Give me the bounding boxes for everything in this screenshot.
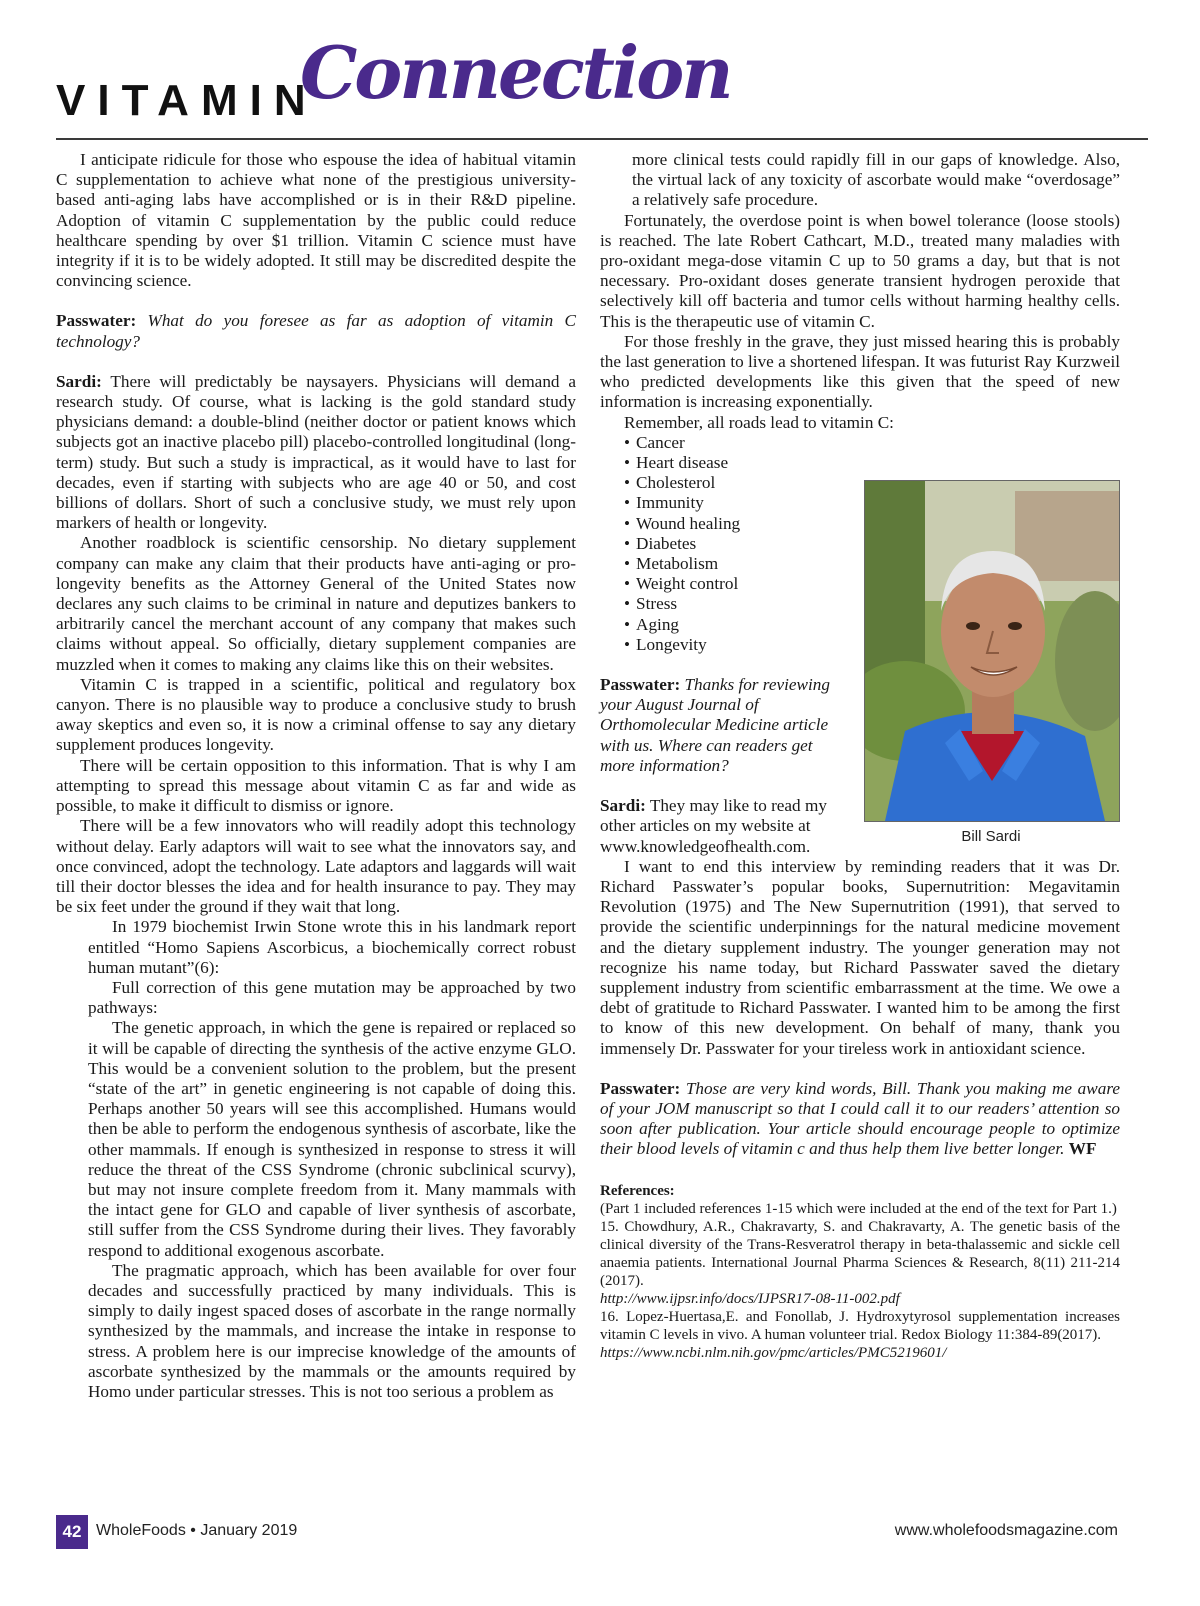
paragraph: Fortunately, the overdose point is when bowel tolerance (loose stools) is reached. The late Robert Cathcart, M.D., treated many maladies with pro-oxidant mega-dose vitamin C up to 50 grams a day, but that is not necessary. Pro-oxidant doses generate transient hydrogen peroxide that selectively kill off bacteria and tumor cells without harming healthy cells. This is the therapeutic use of vitamin C. — [600, 210, 1120, 331]
paragraph: I want to end this interview by reminding readers that it was Dr. Richard Passwater’s popular books, Supernutrition: Megavitamin Revolution (1975) and The New Supernutrition (1991), that served to provide the scientific underpinnings for the natural medicine movement and the dietary supplement industry. The younger generation may not recognize his name today, but Richard Passwater saved the dietary supplement industry from scientific embarrassment at the time. We owe a debt of gratitude to Richard Passwater. I wanted him to be among the first to know of this new development. On behalf of many, thank you immensely Dr. Passwater for your tireless work in antioxidant science. — [600, 856, 1120, 1058]
paragraph: Remember, all roads lead to vitamin C: — [624, 412, 894, 432]
list-item: • Weight control — [624, 574, 1120, 594]
reference-link[interactable]: https://www.ncbi.nlm.nih.gov/pmc/articles/PMC5219601/ — [600, 1344, 947, 1361]
paragraph: Another roadblock is scientific censorship. No dietary supplement company can make any claim that their products have anti-aging or pro-longevity benefits as the Attorney General of the United States now declares any such claims to be criminal in nature and deputizes bankers to arbitrarily cancel the merchant account of any company that makes such claims without appeal. So officially, dietary supplement companies are muzzled when it comes to making any claims like this on their websites. — [56, 533, 576, 674]
website-url[interactable]: www.wholefoodsmagazine.com — [894, 1522, 1118, 1539]
list-item: • Stress — [624, 594, 1120, 614]
references — [600, 1182, 1120, 1362]
magazine-issue: WholeFoods • January 2019 — [96, 1522, 298, 1539]
block-quote — [56, 917, 576, 1402]
list-item: • Immunity — [624, 493, 1120, 513]
reference-entry: 16. Lopez-Huertasa,E. and Fonollab, J. Hydroxytyrosol supplementation increases vitamin C levels in vivo. A human volunteer trial. Redox Biology 11:384-89(2017). — [600, 1308, 1120, 1343]
quote-paragraph: In 1979 biochemist Irwin Stone wrote this in his landmark report entitled “Homo Sapiens Ascorbicus, a biochemically correct robust human mutant”(6): — [88, 917, 576, 977]
references-heading: References: — [600, 1182, 675, 1199]
paragraph: I anticipate ridicule for those who espouse the idea of habitual vitamin C supplementation to achieve what none of the prestigious university-based anti-aging labs have accomplished or is in their R&D pipeline. Adoption of vitamin C supplementation by the public could reduce healthcare spending by over $1 trillion. Vitamin C science must have integrity if it is to be widely adopted. It still may be discredited despite the convincing science. — [56, 150, 576, 291]
paragraph: There will be a few innovators who will readily adopt this technology without delay. Early adaptors will wait to see what the innovators say, and once convinced, adopt the technology. Late adaptors and laggards will wait till their doctor blesses the idea and for health insurance to pay. They may be six feet under the ground if they wait that long. — [56, 816, 576, 917]
header-rule — [56, 138, 1148, 140]
portrait-illustration — [865, 481, 1119, 821]
paragraph: Vitamin C is trapped in a scientific, political and regulatory box canyon. There is no plausible way to produce a conclusive study to brush away skeptics and even so, it is now a criminal offense to say any dietary supplement produces longevity. — [56, 674, 576, 755]
question-text: Thanks for reviewing your August Journal of Orthomolecular Medicine article with us. Where can readers get more information? — [600, 675, 830, 775]
quote-continuation: more clinical tests could rapidly fill in our gaps of knowledge. Also, the virtual lack of any toxicity of ascorbate would make “overdosage” a relatively safe procedure. — [632, 150, 1120, 210]
list-item: • Wound healing — [624, 514, 1120, 534]
quote-paragraph: The genetic approach, in which the gene is repaired or replaced so it will be capable of directing the synthesis of the active enzyme GLO. This would be a convenient solution to the problem, but the present “state of the art” in genetic engineering is not capable of doing this. Perhaps another 50 years will see this accomplished. Humans would then be able to perform the endogenous synthesis of ascorbate, like the other mammals. If enough is synthesized in response to stress it will reduce the threat of the CSS Syndrome (chronic subclinical scurvy), but may not insure complete freedom from it. Many mammals with the intact gene for GLO and capable of liver synthesis of ascorbate, still suffer from the CSS Syndrome during their lives. They favorably respond to additional exogenous ascorbate. — [88, 1018, 576, 1260]
reference-entry: 15. Chowdhury, A.R., Chakravarty, S. and Chakravarty, A. The genetic basis of the clinical diversity of the Trans-Resveratrol therapy in beta-thalassemic and sickle cell anaemia patients. International Journal Pharma Sciences & Research, 8(11) 211-214 (2017). — [600, 1218, 1120, 1289]
list-item: • Longevity — [624, 635, 1120, 655]
author-photo — [864, 480, 1120, 822]
section-title-script: Connection — [300, 30, 731, 115]
left-column — [56, 150, 576, 1402]
answer-text: There will predictably be naysayers. Physicians will demand a research study. Of course, what is lacking is the gold standard study physicians demand: a double-blind (neither doctor or patient knows which subjects got an inactive placebo pill) placebo-controlled longitudinal (long-term) study. But such a study is impractical, as it would have to last for decades, even if starting with subjects who are age 40 or 50, and cost billions of dollars. Short of such a conclusive study, we must rely upon markers of health or longevity. — [56, 371, 576, 533]
list-item: • Cancer — [624, 433, 1120, 453]
paragraph: There will be certain opposition to this information. That is why I am attempting to spread this message about vitamin C as far and wide as possible, to make it difficult to dismiss or ignore. — [56, 755, 576, 816]
photo-caption: Bill Sardi — [961, 828, 1021, 845]
end-mark: WF — [1068, 1139, 1097, 1159]
answer-text: They may like to read my other articles on my website at www.knowledgeofhealth.com. — [600, 796, 827, 856]
speaker-label: Passwater: — [600, 1078, 681, 1098]
list-item: • Cholesterol — [624, 473, 1120, 493]
list-item: • Aging — [624, 615, 1120, 635]
paragraph: For those freshly in the grave, they just missed hearing this is probably the last generation to live a shortened lifespan. It was futurist Ray Kurzweil who predicted developments like this given that the speed of new information is increasing exponentially. — [600, 331, 1120, 412]
question — [600, 675, 850, 776]
answer — [56, 372, 576, 534]
speaker-label: Passwater: — [56, 311, 137, 331]
list-item: • Metabolism — [624, 554, 1120, 574]
section-title-word: VITAMIN — [56, 76, 318, 125]
speaker-label: Passwater: — [600, 675, 681, 695]
answer — [600, 796, 850, 857]
reference-link[interactable]: http://www.ijpsr.info/docs/IJPSR17-08-11-002.pdf — [600, 1290, 900, 1307]
masthead — [56, 28, 1156, 128]
list-item: • Heart disease — [624, 453, 1120, 473]
quote-paragraph: Full correction of this gene mutation may be approached by two pathways: — [88, 977, 576, 1018]
question-text: Those are very kind words, Bill. Thank you making me aware of your JOM manuscript so that I could call it to our readers’ attention so soon after publication. Your article should encourage people to optimize their blood levels of vitamin c and thus help them live better longer. — [600, 1078, 1120, 1159]
speaker-label: Sardi: — [600, 796, 646, 816]
quote-paragraph: The pragmatic approach, which has been available for over four decades and successfully practiced by many individuals. This is simply to daily ingest spaced doses of ascorbate in the range normally synthesized by the mammals, and increase the intake in response to stress. A problem here is our imprecise knowledge of the amounts of ascorbate synthesized by the mammals or the amounts required by Homo under particular stresses. This is not too serious a problem as — [88, 1260, 576, 1401]
list-item: • Diabetes — [624, 534, 1120, 554]
reference-note: (Part 1 included references 1-15 which were included at the end of the text for Part 1.) — [600, 1200, 1117, 1217]
question — [56, 311, 576, 351]
page-footer — [56, 1515, 1118, 1549]
question-text: What do you foresee as far as adoption of vitamin C technology? — [56, 311, 576, 351]
question — [600, 1079, 1120, 1160]
speaker-label: Sardi: — [56, 371, 102, 391]
page-number: 42 — [56, 1515, 88, 1549]
